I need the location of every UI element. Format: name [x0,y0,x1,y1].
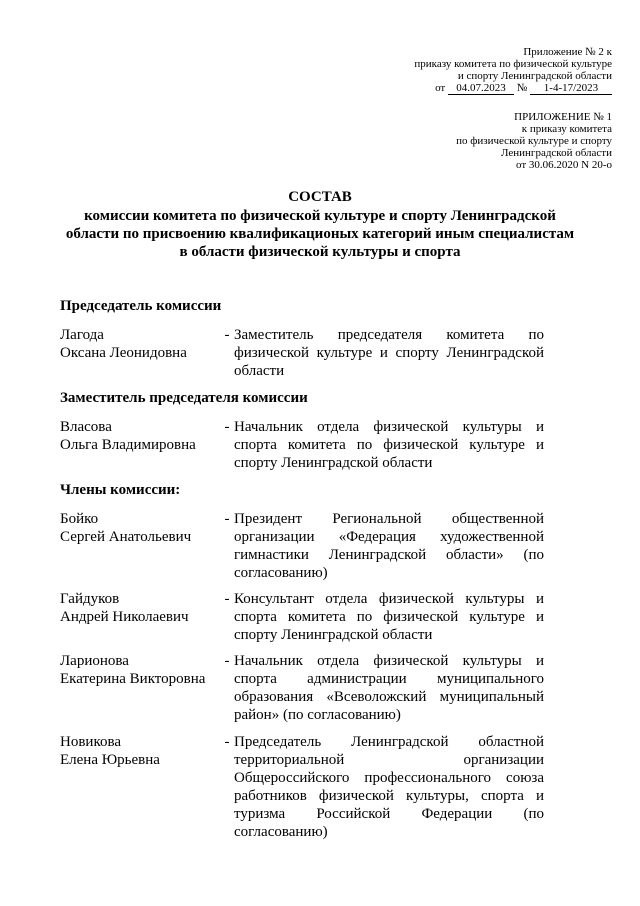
member-given-names: Сергей Анатольевич [60,529,192,545]
member-name [60,590,220,626]
separator-dash: - [224,653,230,669]
member-given-names: Елена Юрьевна [60,752,160,768]
annex-2-line-3: и спорту Ленинградской области [457,70,612,82]
member-name [60,326,220,362]
member-surname: Новикова [60,734,122,750]
member-name [60,418,220,454]
title-subtitle: комиссии комитета по физической культуре и спорту Ленинградской области по присвоению квалификационых категорий иным специалистам в области физической культуры и спорта [65,208,575,260]
annex-2-date-number [414,82,612,95]
member-given-names: Андрей Николаевич [60,609,189,625]
annex-1-header [456,111,612,171]
member-name [60,510,220,546]
order-number: 1-4-17/2023 [530,82,612,95]
from-label: от [435,82,446,94]
member-surname: Ларионова [60,653,129,669]
member-position: Начальник отдела физической культуры и спорта комитета по физической культуре и спорту Ленинградской области [234,419,544,471]
separator-dash: - [224,327,230,343]
member-surname: Власова [60,419,112,435]
member-given-names: Оксана Леонидовна [60,345,187,361]
separator-dash: - [224,419,230,435]
separator-dash: - [224,734,230,750]
section-members: Члены комиссии: [60,482,181,498]
annex-2-line-1: Приложение № 2 к [523,46,612,58]
member-position: Консультант отдела физической культуры и спорта комитета по физической культуре и спорту Ленинградской области [234,591,544,643]
annex-1-line-1: ПРИЛОЖЕНИЕ № 1 [514,111,612,123]
member-name [60,652,220,688]
annex-1-line-2: к приказу комитета [521,123,612,135]
member-surname: Бойко [60,511,99,527]
separator-dash: - [224,511,230,527]
title-heading: СОСТАВ [288,189,352,205]
member-name [60,733,220,769]
member-position: Начальник отдела физической культуры и спорта администрации муниципального образования «Всеволожский муниципальный район» (по согласованию) [234,653,544,723]
member-given-names: Ольга Владимировна [60,437,196,453]
member-position: Заместитель председателя комитета по физической культуре и спорту Ленинградской области [234,327,544,379]
document-title [60,188,580,261]
member-given-names: Екатерина Викторовна [60,671,206,687]
annex-1-line-5: от 30.06.2020 N 20-о [515,159,612,171]
number-label: № [516,82,528,94]
section-vice-chair: Заместитель председателя комиссии [60,390,308,406]
order-date: 04.07.2023 [448,82,514,95]
annex-1-line-4: Ленинградской области [501,147,612,159]
member-surname: Гайдуков [60,591,120,607]
member-position: Председатель Ленинградской областной территориальной организации Общероссийского профессионального союза работников физической культуры, спорта и туризма Российской Федерации (по согласованию) [234,734,544,840]
separator-dash: - [224,591,230,607]
annex-2-header [414,46,612,95]
section-chair: Председатель комиссии [60,298,222,314]
annex-2-line-2: приказу комитета по физической культуре [414,58,612,70]
member-position: Президент Региональной общественной организации «Федерация художественной гимнастики Ленинградской области» (по согласованию) [234,511,544,581]
annex-1-line-3: по физической культуре и спорту [456,135,612,147]
member-surname: Лагода [60,327,104,343]
